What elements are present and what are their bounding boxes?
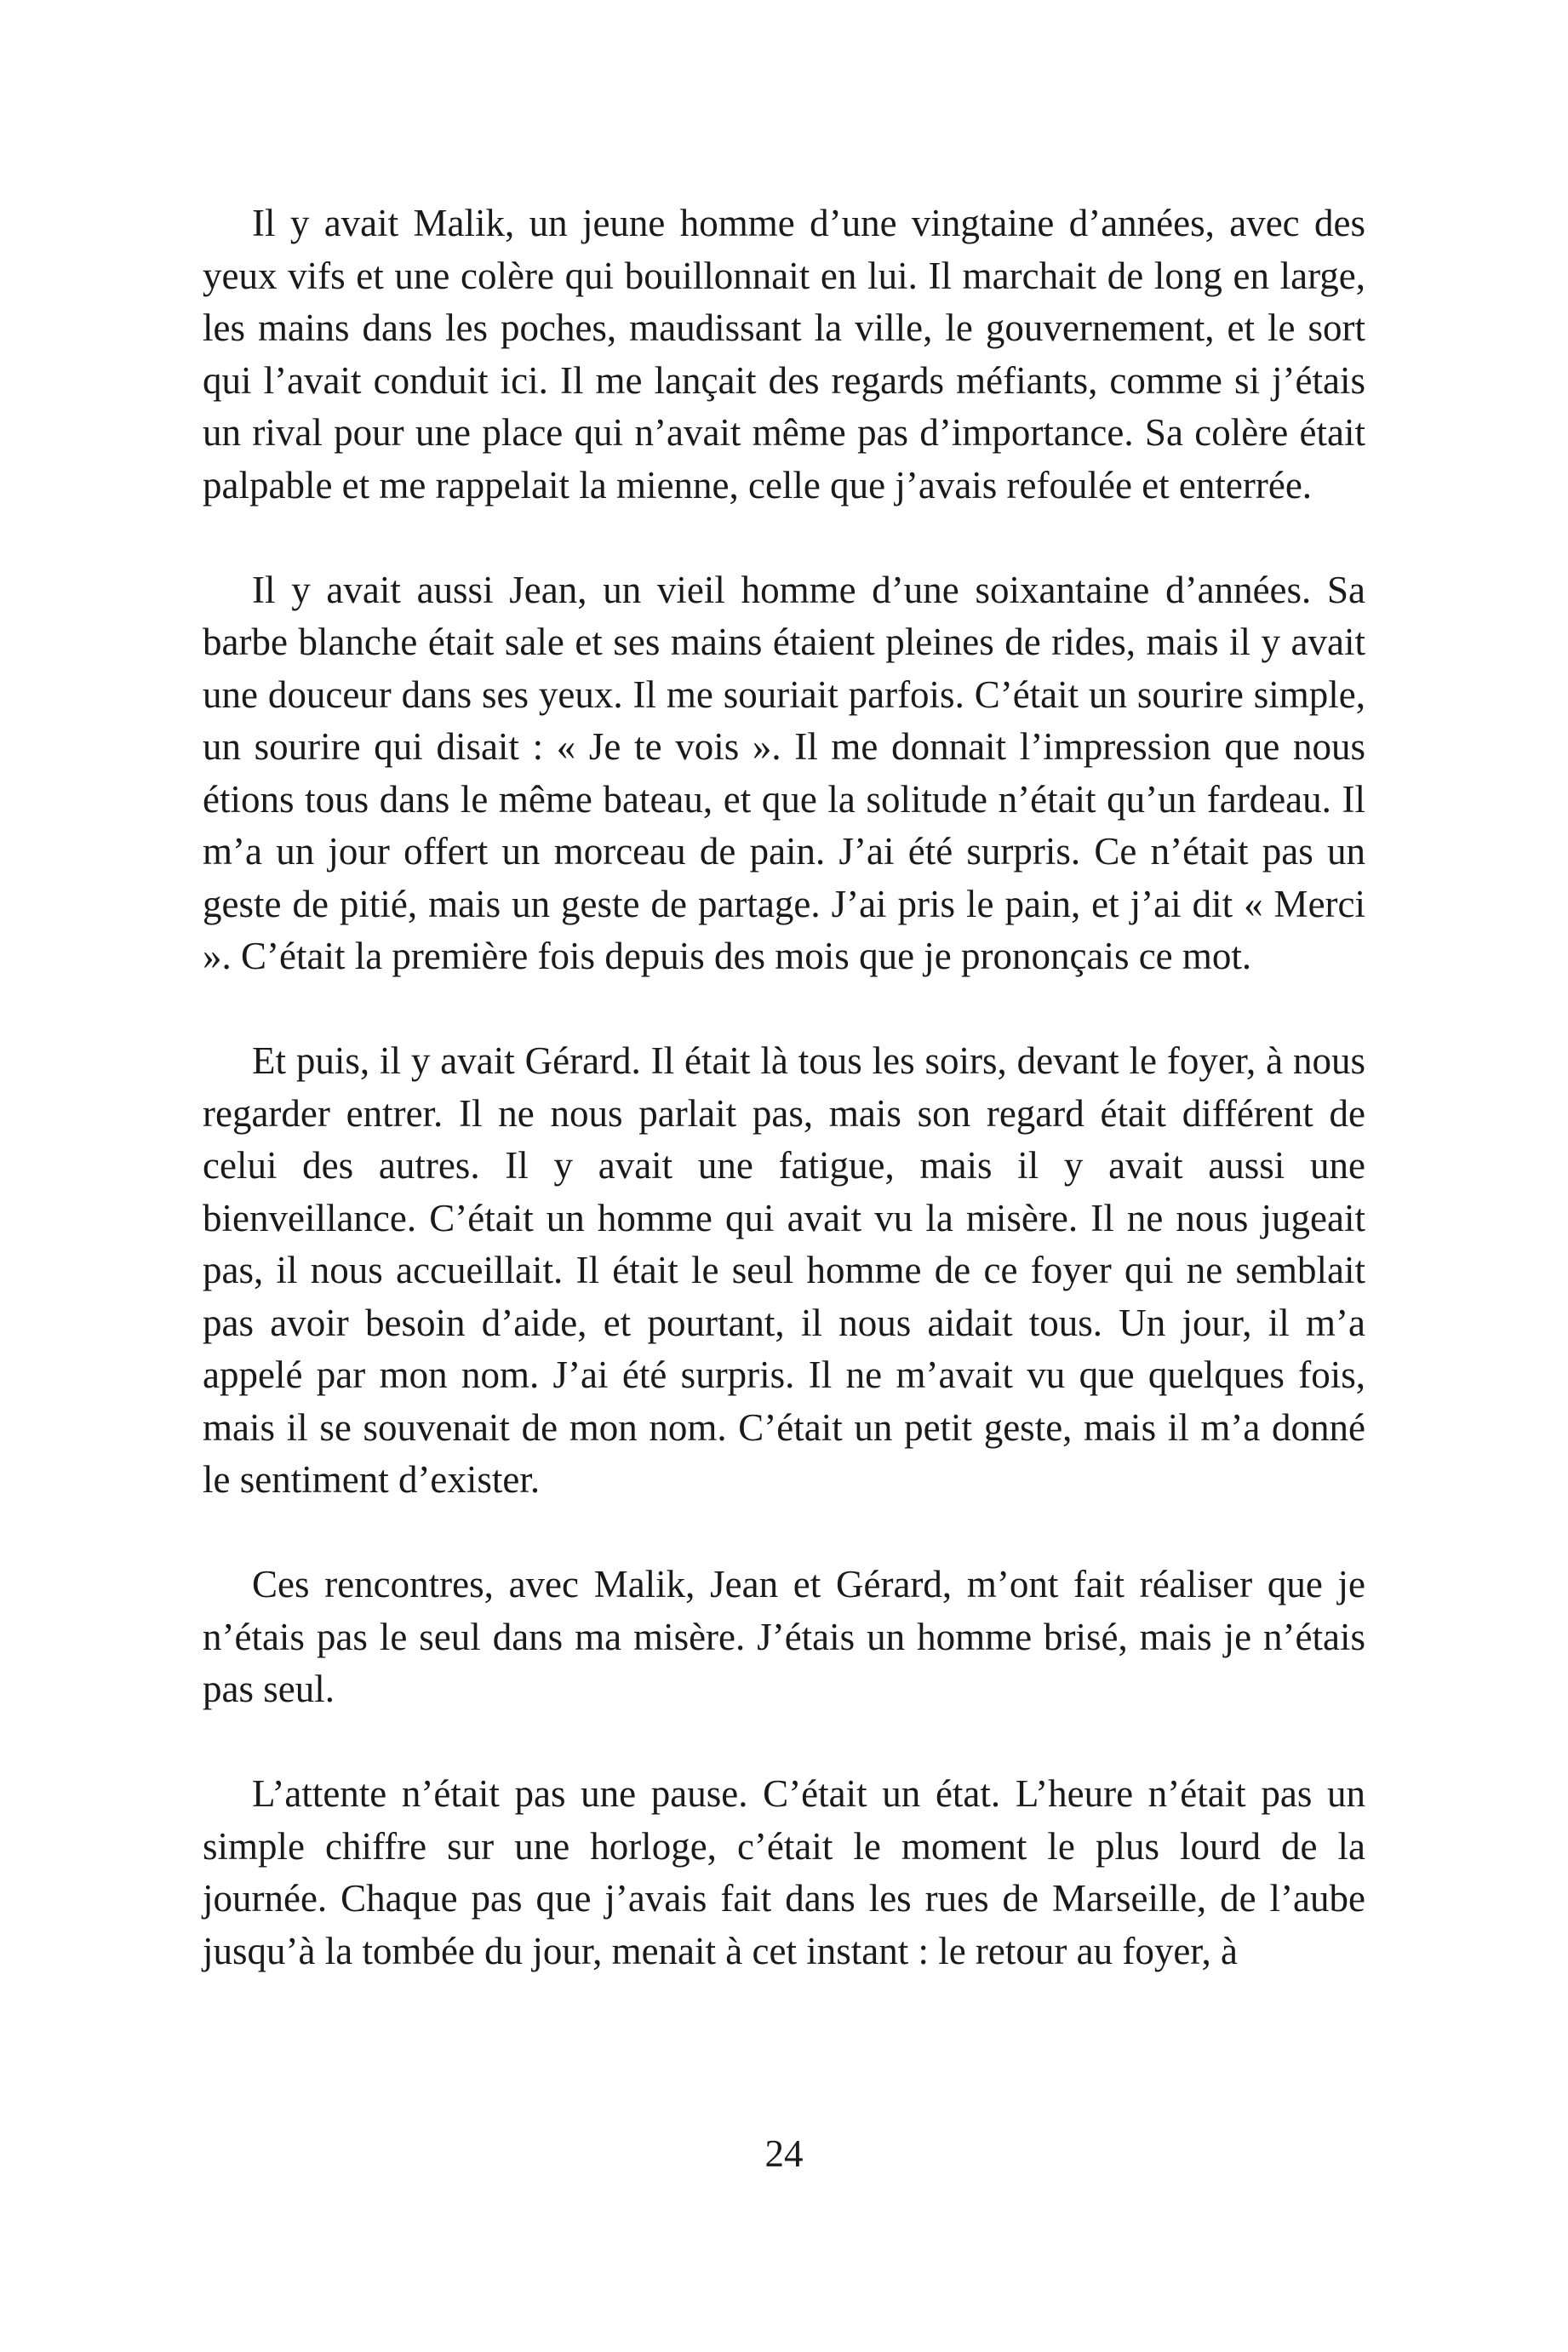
page-number: 24 bbox=[764, 2132, 804, 2175]
paragraph-rencontres: Ces rencontres, avec Malik, Jean et Gérard, m’ont fait réaliser que je n’étais pas le seul dans ma misère. J’étais un homme brisé, mais je n’étais pas seul. bbox=[203, 1563, 1365, 1710]
paragraph-gerard: Et puis, il y avait Gérard. Il était là tous les soirs, devant le foyer, à nous regarder entrer. Il ne nous parlait pas, mais son regard était différent de celui des autres. Il y avait une fatigue, mais il y avait aussi une bienveillance. C’était un homme qui avait vu la misère. Il ne nous jugeait pas, il nous accueillait. Il était le seul homme de ce foyer qui ne semblait pas avoir besoin d’aide, et pourtant, il nous aidait tous. Un jour, il m’a appelé par mon nom. J’ai été surpris. Il ne m’avait vu que quelques fois, mais il se souvenait de mon nom. C’était un petit geste, mais il m’a donné le sentiment d’exister. bbox=[203, 1039, 1365, 1501]
paragraph-jean: Il y avait aussi Jean, un vieil homme d’une soixantaine d’années. Sa barbe blanche était sale et ses mains étaient pleines de rides, mais il y avait une douceur dans ses yeux. Il me souriait parfois. C’était un sourire simple, un sourire qui disait : « Je te vois ». Il me donnait l’impression que nous étions tous dans le même bateau, et que la solitude n’était qu’un fardeau. Il m’a un jour offert un morceau de pain. J’ai été surpris. Ce n’était pas un geste de pitié, mais un geste de partage. J’ai pris le pain, et j’ai dit « Merci ». C’était la première fois depuis des mois que je prononçais ce mot. bbox=[203, 568, 1365, 977]
body-text bbox=[203, 197, 1365, 1977]
paragraph-malik: Il y avait Malik, un jeune homme d’une vingtaine d’années, avec des yeux vifs et une colère qui bouillonnait en lui. Il marchait de long en large, les mains dans les poches, maudissant la ville, le gouvernement, et le sort qui l’avait conduit ici. Il me lançait des regards méfiants, comme si j’étais un rival pour une place qui n’avait même pas d’importance. Sa colère était palpable et me rappelait la mienne, celle que j’avais refoulée et enterrée. bbox=[203, 202, 1365, 506]
paragraph-attente: L’attente n’était pas une pause. C’était un état. L’heure n’était pas un simple chiffre sur une horloge, c’était le moment le plus lourd de la journée. Chaque pas que j’avais fait dans les rues de Marseille, de l’aube jusqu’à la tombée du jour, menait à cet instant : le retour au foyer, à bbox=[203, 1772, 1365, 1972]
